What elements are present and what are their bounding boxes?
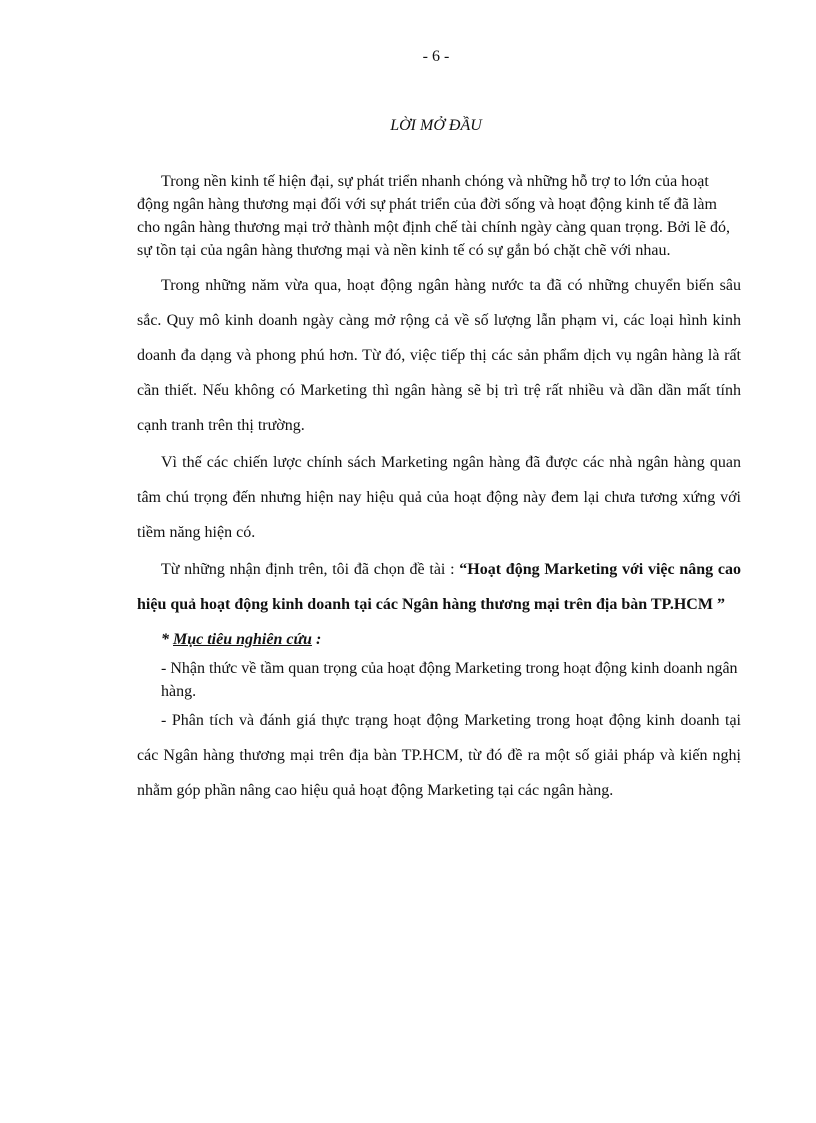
page-title: LỜI MỞ ĐẦU — [390, 117, 482, 134]
topic-paragraph — [137, 552, 741, 622]
page-number: - 6 - — [422, 48, 450, 65]
heading-colon: : — [311, 631, 322, 648]
topic-lead: Từ những nhận định trên, tôi đã chọn đề tài : — [161, 561, 460, 578]
context-paragraph: Trong những năm vừa qua, hoạt động ngân hàng nước ta đã có những chuyển biến sâu sắc. Quy mô kinh doanh ngày càng mở rộng cả về số lượng lẫn phạm vi, các loại hình kinh doanh đa dạng và phong phú hơn. Từ đó, việc tiếp thị các sản phẩm dịch vụ ngân hàng là rất cần thiết. Nếu không có Marketing thì ngân hàng sẽ bị trì trệ rất nhiều và dần dần mất tính cạnh tranh trên thị trường. — [137, 277, 741, 434]
topic-title: “Hoạt động Marketing với việc nâng cao hiệu quả hoạt động kinh doanh tại các Ngân hàng thương mại trên địa bàn TP.HCM ” — [137, 561, 742, 613]
objective-item: - Nhận thức về tầm quan trọng của hoạt động Marketing trong hoạt động kinh doanh ngân hàng. — [161, 660, 738, 700]
heading-label: Mục tiêu nghiên cứu — [173, 631, 312, 648]
objective-item: - Phân tích và đánh giá thực trạng hoạt động Marketing trong hoạt động kinh doanh tại các Ngân hàng thương mại trên địa bàn TP.HCM, từ đó đề ra một số giải pháp và kiến nghị nhằm góp phần nâng cao hiệu quả hoạt động Marketing tại các ngân hàng. — [137, 712, 741, 799]
research-objectives-heading — [137, 622, 741, 657]
intro-paragraph: Trong nền kinh tế hiện đại, sự phát triển nhanh chóng và những hỗ trợ to lớn của hoạt động ngân hàng thương mại đối với sự phát triển của đời sống và hoạt động kinh tế đã làm cho ngân hàng thương mại trở thành một định chế tài chính ngày càng quan trọng. Bởi lẽ đó, sự tồn tại của ngân hàng thương mại và nền kinh tế có sự gắn bó chặt chẽ với nhau. — [137, 173, 731, 259]
heading-star: * — [161, 631, 173, 648]
strategy-paragraph: Vì thế các chiến lược chính sách Marketing ngân hàng đã được các nhà ngân hàng quan tâm chú trọng đến nhưng hiện nay hiệu quả của hoạt động này đem lại chưa tương xứng với tiềm năng hiện có. — [137, 454, 741, 541]
document-body — [137, 170, 741, 808]
